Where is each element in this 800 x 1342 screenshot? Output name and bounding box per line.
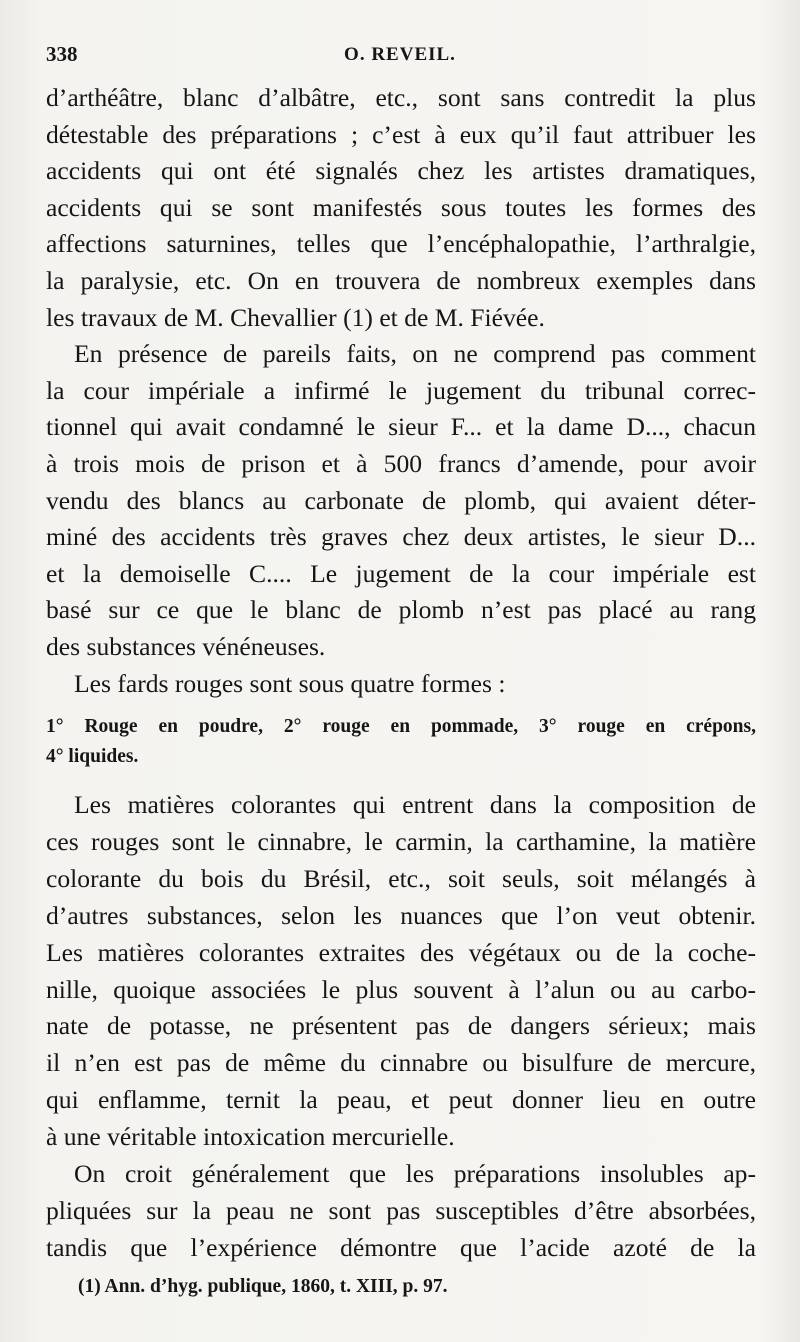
text-line: Les fards rouges sont sous quatre formes : bbox=[74, 668, 506, 698]
text-line: d’autres substances, selon les nuances que l’on veut obtenir. bbox=[46, 900, 756, 930]
text-line: Les matières colorantes extraites des végétaux ou de la coche- bbox=[46, 937, 756, 967]
text-line: basé sur ce que le blanc de plomb n’est pas placé au rang bbox=[46, 595, 756, 625]
text-line: accidents qui ont été signalés chez les artistes dramatiques, bbox=[46, 156, 756, 186]
text-line: qui enflamme, ternit la peau, et peut donner lieu en outre bbox=[46, 1085, 756, 1115]
text-line: pliquées sur la peau ne sont pas susceptibles d’être absorbées, bbox=[46, 1195, 756, 1225]
text-line: En présence de pareils faits, on ne comprend pas comment bbox=[74, 339, 756, 369]
text-line: la cour impériale a infirmé le jugement du tribunal correc- bbox=[46, 375, 756, 405]
running-head: O. REVEIL. bbox=[344, 44, 456, 65]
text-line: il n’en est pas de même du cinnabre ou bisulfure de mercure, bbox=[46, 1048, 756, 1078]
footnote: (1) Ann. d’hyg. publique, 1860, t. XIII, p. 97. bbox=[78, 1276, 448, 1297]
text-line: On croit généralement que les préparations insolubles ap- bbox=[74, 1159, 756, 1189]
text-line: nille, quoique associées le plus souvent à l’alun ou au carbo- bbox=[46, 974, 756, 1004]
text-line: des substances vénéneuses. bbox=[46, 631, 326, 661]
text-line: tandis que l’expérience démontre que l’acide azoté de la bbox=[46, 1232, 756, 1262]
text-line: Les matières colorantes qui entrent dans la composition de bbox=[74, 790, 756, 819]
list-line: 1° Rouge en poudre, 2° rouge en pommade, 3° rouge en crépons, bbox=[46, 716, 756, 737]
text-line: détestable des préparations ; c’est à eux qu’il faut attribuer les bbox=[46, 119, 756, 149]
text-line: à trois mois de prison et à 500 francs d’amende, pour avoir bbox=[46, 448, 756, 478]
text-line: la paralysie, etc. On en trouvera de nombreux exemples dans bbox=[46, 265, 756, 295]
text-line: affections saturnines, telles que l’encéphalopathie, l’arthralgie, bbox=[46, 229, 756, 259]
text-line: tionnel qui avait condamné le sieur F... et la dame D..., chacun bbox=[46, 412, 756, 442]
page-header bbox=[46, 42, 754, 74]
list-line: 4° liquides. bbox=[46, 746, 139, 767]
text-line: miné des accidents très graves chez deux artistes, le sieur D... bbox=[46, 522, 756, 552]
main-text-upper bbox=[46, 80, 756, 702]
text-line: à une véritable intoxication mercurielle. bbox=[46, 1122, 455, 1152]
text-line: accidents qui se sont manifestés sous toutes les formes des bbox=[46, 192, 756, 222]
text-line: les travaux de M. Chevallier (1) et de M. Fiévée. bbox=[46, 302, 545, 332]
text-line: vendu des blancs au carbonate de plomb, qui avaient déter- bbox=[46, 485, 756, 515]
text-line: ces rouges sont le cinnabre, le carmin, la carthamine, la matière bbox=[46, 826, 756, 856]
page-number: 338 bbox=[46, 42, 78, 66]
text-line: nate de potasse, ne présentent pas de dangers sérieux; mais bbox=[46, 1011, 756, 1041]
text-line: et la demoiselle C.... Le jugement de la cour impériale est bbox=[46, 558, 756, 588]
text-line: colorante du bois du Brésil, etc., soit seuls, soit mélangés à bbox=[46, 863, 756, 893]
list-block bbox=[46, 712, 756, 772]
text-line: d’arthéâtre, blanc d’albâtre, etc., sont sans contredit la plus bbox=[46, 83, 756, 112]
main-text-lower bbox=[46, 787, 756, 1267]
